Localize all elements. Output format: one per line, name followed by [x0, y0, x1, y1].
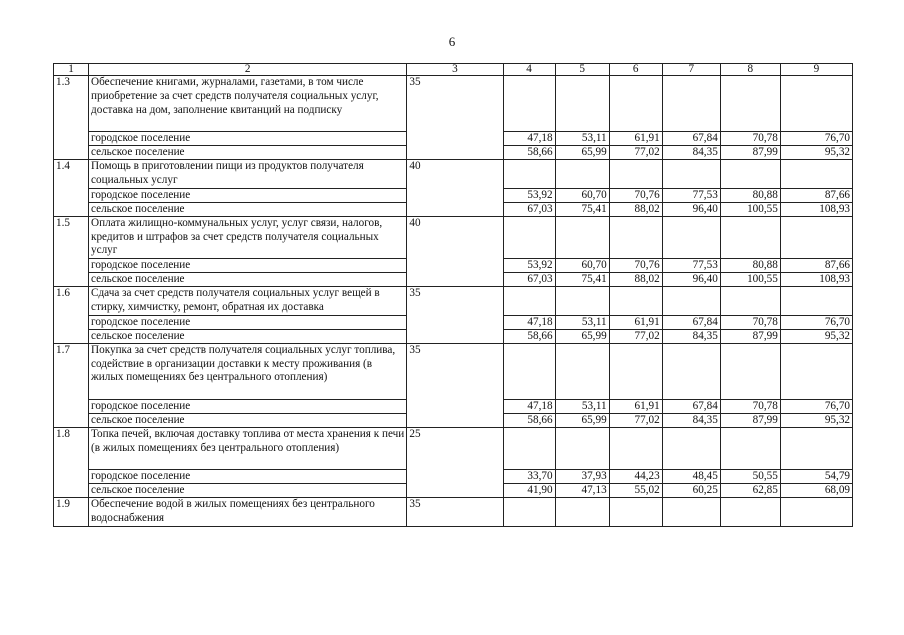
empty-cell	[780, 287, 852, 316]
empty-cell	[662, 216, 720, 258]
service-row	[54, 343, 853, 399]
price-cell: 108,93	[780, 202, 852, 216]
service-title: Помощь в приготовлении пищи из продуктов получателя социальных услуг	[89, 160, 407, 189]
price-cell: 44,23	[609, 470, 662, 484]
price-cell: 95,32	[780, 413, 852, 427]
service-title: Оплата жилищно-коммунальных услуг, услуг связи, налогов, кредитов и штрафов за счет средств получателя социальных услуг	[89, 216, 407, 258]
service-number: 1.6	[54, 287, 89, 344]
empty-cell	[780, 160, 852, 189]
service-time: 35	[407, 343, 503, 427]
price-cell: 88,02	[609, 273, 662, 287]
header-cell: 8	[720, 64, 780, 76]
header-row	[54, 64, 853, 76]
empty-cell	[662, 160, 720, 189]
settlement-label: сельское поселение	[89, 273, 407, 287]
tariff-table	[53, 63, 853, 527]
empty-cell	[720, 498, 780, 527]
service-row	[54, 287, 853, 316]
price-cell: 67,84	[662, 132, 720, 146]
service-time: 35	[407, 498, 503, 527]
price-cell: 58,66	[503, 413, 555, 427]
price-cell: 87,66	[780, 259, 852, 273]
price-cell: 47,18	[503, 399, 555, 413]
price-cell: 70,78	[720, 399, 780, 413]
price-cell: 47,18	[503, 315, 555, 329]
empty-cell	[662, 427, 720, 469]
empty-cell	[609, 343, 662, 399]
empty-cell	[780, 343, 852, 399]
page-number: 6	[448, 34, 456, 49]
empty-cell	[555, 76, 609, 132]
price-cell: 67,03	[503, 273, 555, 287]
empty-cell	[662, 76, 720, 132]
price-cell: 60,25	[662, 484, 720, 498]
price-cell: 70,76	[609, 188, 662, 202]
empty-cell	[609, 287, 662, 316]
price-cell: 77,02	[609, 329, 662, 343]
price-cell: 80,88	[720, 259, 780, 273]
settlement-label: сельское поселение	[89, 484, 407, 498]
price-cell: 37,93	[555, 470, 609, 484]
service-title: Обеспечение книгами, журналами, газетами, в том числе приобретение за счет средств получателя социальных услуг, доставка на дом, заполнение квитанций на подписку	[89, 76, 407, 132]
price-cell: 65,99	[555, 413, 609, 427]
empty-cell	[555, 498, 609, 527]
service-row	[54, 427, 853, 469]
price-cell: 75,41	[555, 202, 609, 216]
settlement-label: сельское поселение	[89, 146, 407, 160]
service-time: 40	[407, 216, 503, 286]
settlement-label: городское поселение	[89, 315, 407, 329]
header-cell: 6	[609, 64, 662, 76]
empty-cell	[720, 160, 780, 189]
empty-cell	[609, 76, 662, 132]
settlement-label: сельское поселение	[89, 413, 407, 427]
empty-cell	[609, 498, 662, 527]
empty-cell	[662, 343, 720, 399]
price-cell: 61,91	[609, 132, 662, 146]
price-cell: 77,02	[609, 146, 662, 160]
price-cell: 48,45	[662, 470, 720, 484]
price-cell: 77,53	[662, 188, 720, 202]
price-cell: 67,03	[503, 202, 555, 216]
empty-cell	[555, 160, 609, 189]
empty-cell	[555, 287, 609, 316]
settlement-label: городское поселение	[89, 470, 407, 484]
service-time: 25	[407, 427, 503, 497]
price-cell: 58,66	[503, 329, 555, 343]
price-cell: 80,88	[720, 188, 780, 202]
price-cell: 76,70	[780, 132, 852, 146]
price-cell: 47,13	[555, 484, 609, 498]
empty-cell	[609, 160, 662, 189]
header-cell: 2	[89, 64, 407, 76]
price-cell: 55,02	[609, 484, 662, 498]
empty-cell	[503, 216, 555, 258]
service-number: 1.8	[54, 427, 89, 497]
price-cell: 60,70	[555, 188, 609, 202]
price-cell: 70,78	[720, 132, 780, 146]
price-cell: 53,11	[555, 315, 609, 329]
empty-cell	[720, 427, 780, 469]
price-cell: 67,84	[662, 315, 720, 329]
price-cell: 65,99	[555, 146, 609, 160]
price-cell: 77,02	[609, 413, 662, 427]
settlement-label: сельское поселение	[89, 202, 407, 216]
price-cell: 84,35	[662, 146, 720, 160]
empty-cell	[609, 216, 662, 258]
price-cell: 33,70	[503, 470, 555, 484]
service-title: Обеспечение водой в жилых помещениях без центрального водоснабжения	[89, 498, 407, 527]
price-cell: 100,55	[720, 202, 780, 216]
price-cell: 100,55	[720, 273, 780, 287]
service-row	[54, 498, 853, 527]
service-row	[54, 216, 853, 258]
empty-cell	[609, 427, 662, 469]
price-cell: 70,78	[720, 315, 780, 329]
empty-cell	[780, 216, 852, 258]
price-cell: 41,90	[503, 484, 555, 498]
price-cell: 53,11	[555, 132, 609, 146]
price-cell: 95,32	[780, 146, 852, 160]
empty-cell	[662, 498, 720, 527]
header-cell: 9	[780, 64, 852, 76]
table-body	[54, 64, 853, 527]
price-cell: 70,76	[609, 259, 662, 273]
header-cell: 5	[555, 64, 609, 76]
service-number: 1.4	[54, 160, 89, 217]
service-title: Покупка за счет средств получателя социальных услуг топлива, содействие в организации доставки к месту проживания (в жилых помещениях без центрального отопления)	[89, 343, 407, 399]
price-cell: 87,99	[720, 329, 780, 343]
empty-cell	[555, 427, 609, 469]
header-cell: 3	[407, 64, 503, 76]
empty-cell	[780, 76, 852, 132]
price-cell: 47,18	[503, 132, 555, 146]
price-cell: 75,41	[555, 273, 609, 287]
price-cell: 61,91	[609, 399, 662, 413]
price-cell: 53,92	[503, 259, 555, 273]
empty-cell	[720, 76, 780, 132]
price-cell: 95,32	[780, 329, 852, 343]
service-time: 35	[407, 76, 503, 160]
header-cell: 7	[662, 64, 720, 76]
price-cell: 76,70	[780, 399, 852, 413]
price-cell: 96,40	[662, 273, 720, 287]
price-cell: 65,99	[555, 329, 609, 343]
price-cell: 76,70	[780, 315, 852, 329]
empty-cell	[780, 498, 852, 527]
price-cell: 50,55	[720, 470, 780, 484]
price-cell: 61,91	[609, 315, 662, 329]
price-cell: 108,93	[780, 273, 852, 287]
price-cell: 87,99	[720, 413, 780, 427]
service-title: Сдача за счет средств получателя социальных услуг вещей в стирку, химчистку, ремонт, обратная их доставка	[89, 287, 407, 316]
header-cell: 1	[54, 64, 89, 76]
settlement-label: сельское поселение	[89, 329, 407, 343]
empty-cell	[555, 216, 609, 258]
service-time: 35	[407, 287, 503, 344]
empty-cell	[503, 343, 555, 399]
service-time: 40	[407, 160, 503, 217]
price-cell: 77,53	[662, 259, 720, 273]
empty-cell	[503, 160, 555, 189]
price-cell: 87,66	[780, 188, 852, 202]
price-cell: 68,09	[780, 484, 852, 498]
price-cell: 84,35	[662, 329, 720, 343]
empty-cell	[720, 343, 780, 399]
price-cell: 53,92	[503, 188, 555, 202]
service-number: 1.7	[54, 343, 89, 427]
settlement-label: городское поселение	[89, 132, 407, 146]
empty-cell	[720, 287, 780, 316]
price-cell: 53,11	[555, 399, 609, 413]
service-row	[54, 160, 853, 189]
price-cell: 96,40	[662, 202, 720, 216]
settlement-label: городское поселение	[89, 259, 407, 273]
empty-cell	[503, 498, 555, 527]
price-cell: 84,35	[662, 413, 720, 427]
price-cell: 58,66	[503, 146, 555, 160]
empty-cell	[503, 287, 555, 316]
price-cell: 88,02	[609, 202, 662, 216]
header-cell: 4	[503, 64, 555, 76]
settlement-label: городское поселение	[89, 399, 407, 413]
empty-cell	[780, 427, 852, 469]
price-cell: 62,85	[720, 484, 780, 498]
service-number: 1.5	[54, 216, 89, 286]
empty-cell	[720, 216, 780, 258]
empty-cell	[503, 76, 555, 132]
settlement-label: городское поселение	[89, 188, 407, 202]
empty-cell	[662, 287, 720, 316]
price-cell: 60,70	[555, 259, 609, 273]
empty-cell	[503, 427, 555, 469]
price-cell: 87,99	[720, 146, 780, 160]
price-cell: 67,84	[662, 399, 720, 413]
service-title: Топка печей, включая доставку топлива от места хранения к печи (в жилых помещениях без центрального отопления)	[89, 427, 407, 469]
service-number: 1.3	[54, 76, 89, 160]
empty-cell	[555, 343, 609, 399]
service-number: 1.9	[54, 498, 89, 527]
price-cell: 54,79	[780, 470, 852, 484]
service-row	[54, 76, 853, 132]
